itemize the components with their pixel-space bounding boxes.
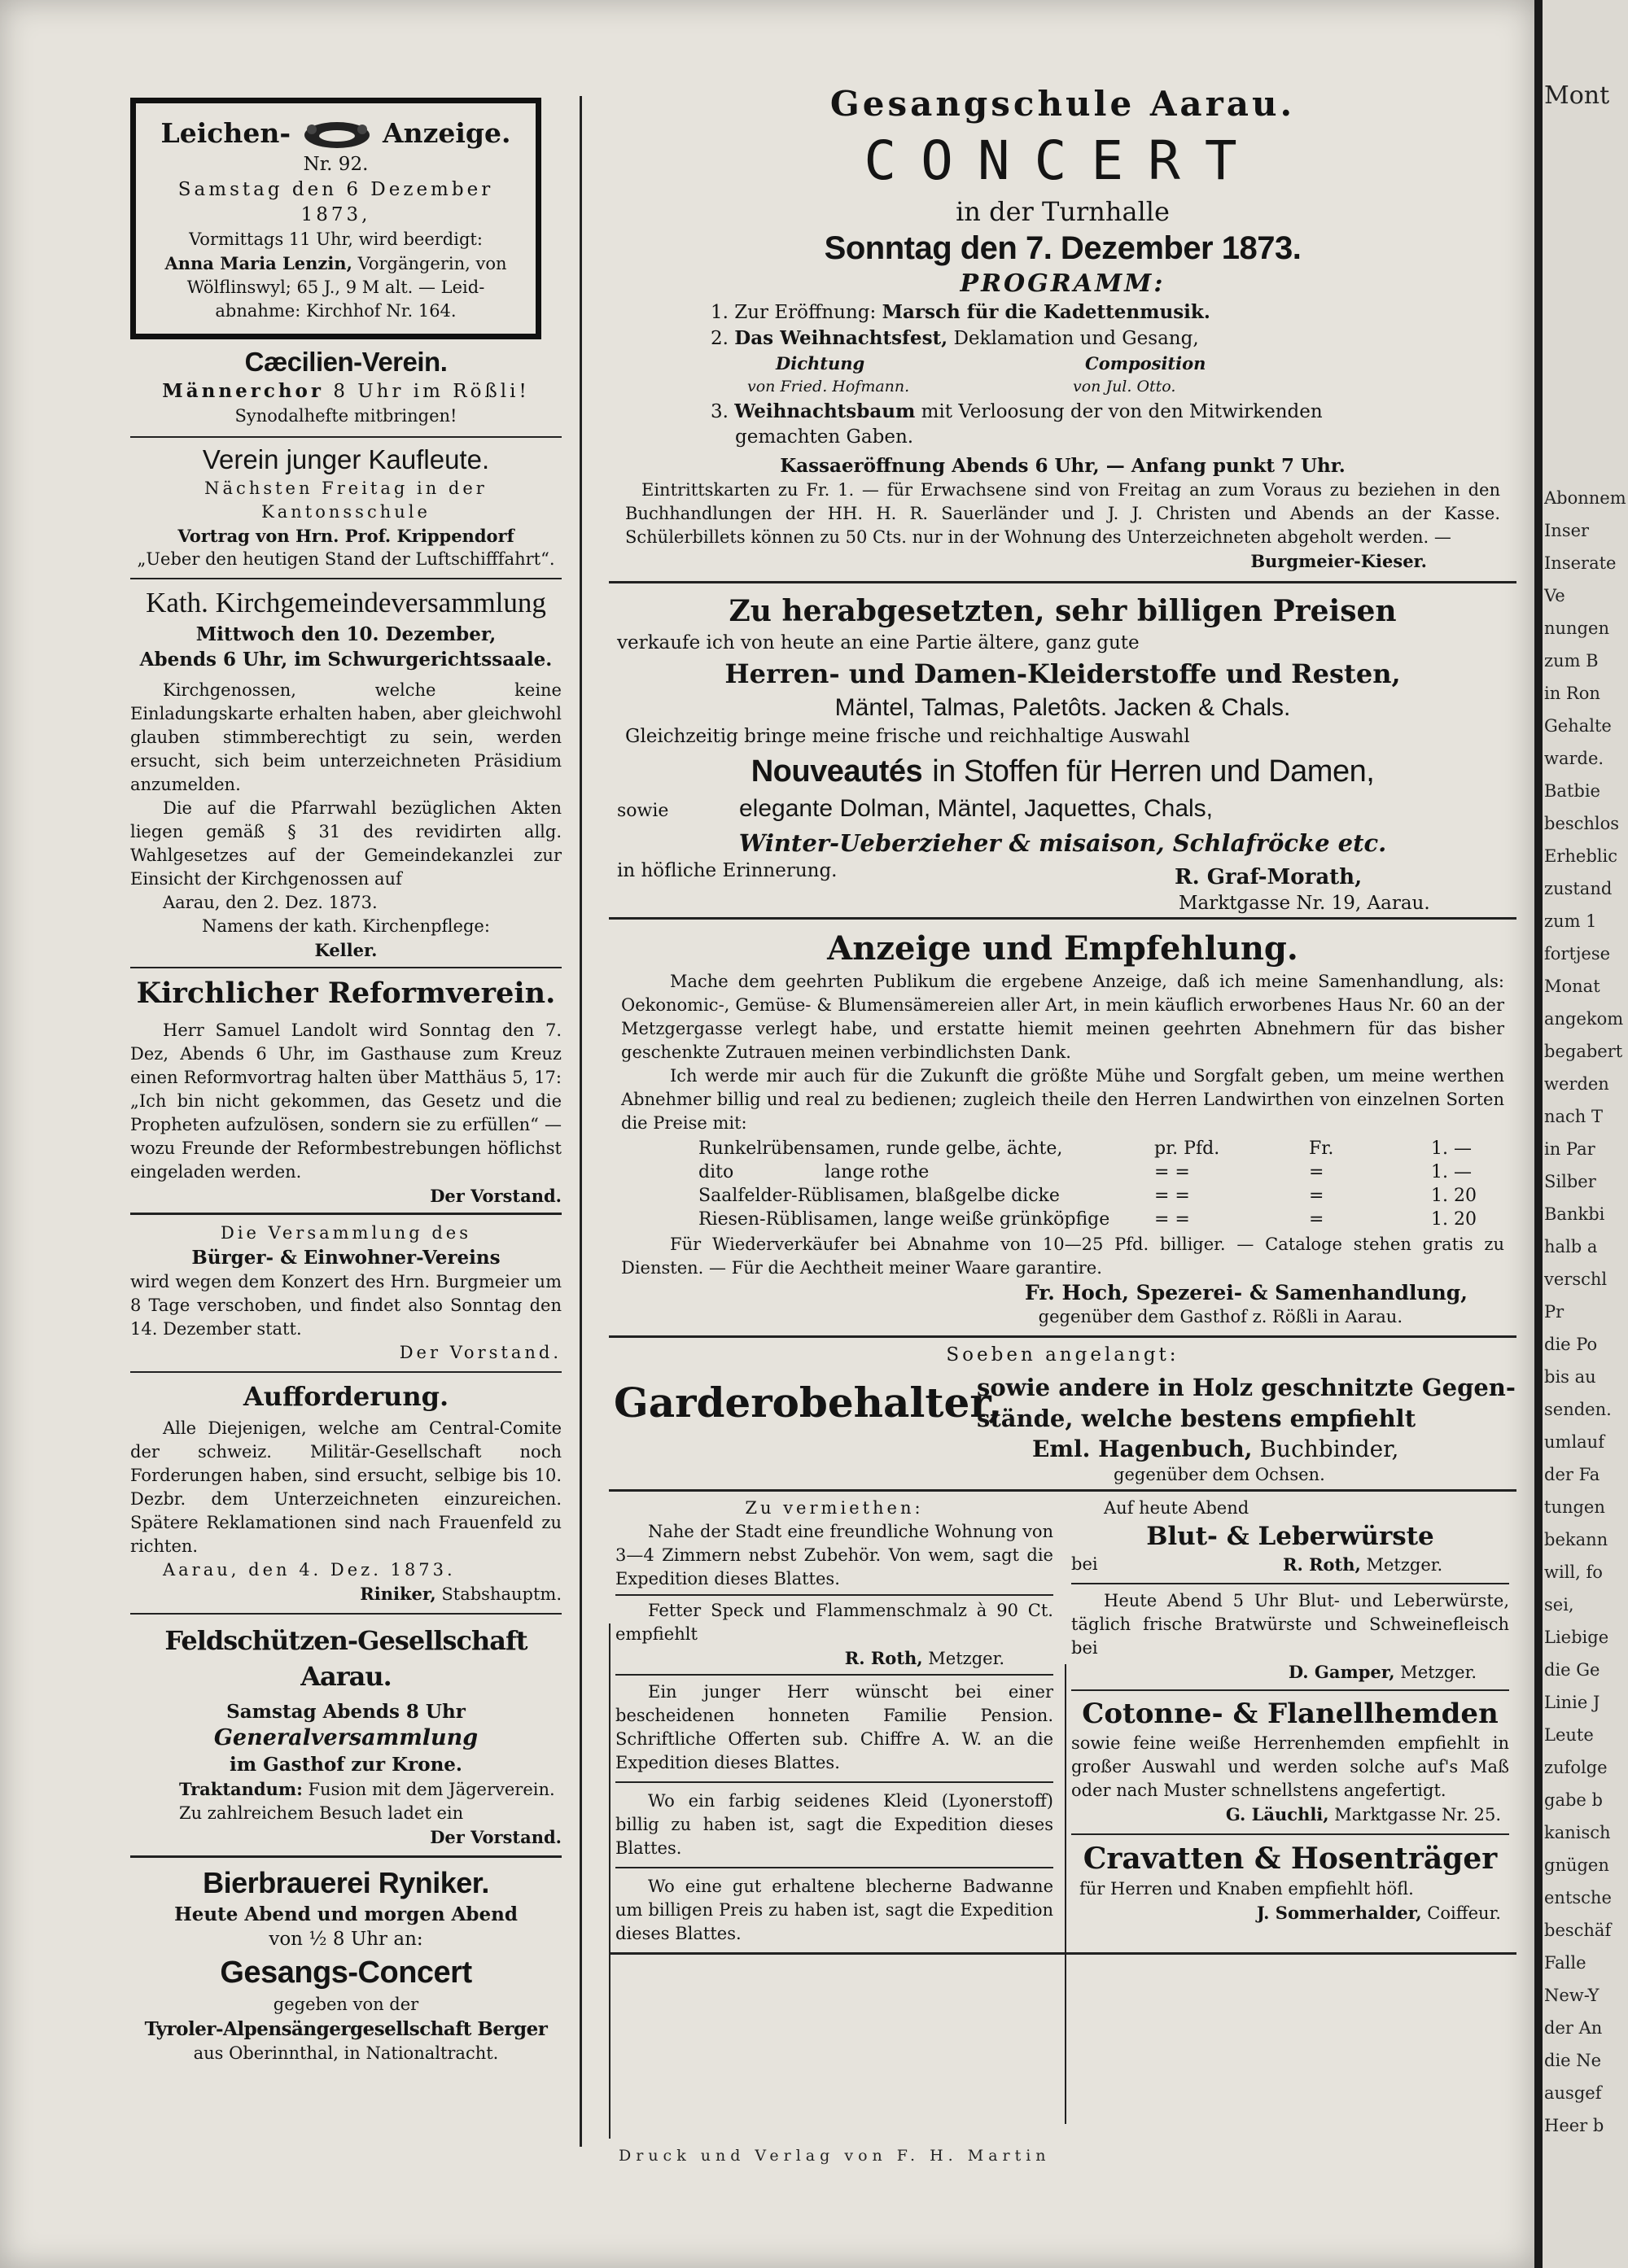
ad-title: Kath. Kirchgemeindeversammlung <box>146 587 546 618</box>
ad-signature <box>1071 1803 1509 1827</box>
funeral-line: abnahme: Kirchhof Nr. 164. <box>215 301 457 321</box>
ad-line: sowie andere in Holz geschnitzte Gegen- <box>977 1374 1516 1401</box>
ad-text: 2. <box>711 328 729 349</box>
program-item: gemachten Gaben. <box>735 426 914 448</box>
ad-title: Anzeige und Empfehlung. <box>827 929 1298 968</box>
price-cell-price: 1. 20 <box>1431 1209 1477 1230</box>
program-credits <box>609 352 1516 375</box>
ad-text: Deklamation und Gesang, <box>953 328 1199 349</box>
adjacent-page-line: entsche <box>1544 1888 1612 1907</box>
divider <box>1071 1689 1509 1691</box>
program-heading: PROGRAMM: <box>960 269 1166 298</box>
adjacent-page-line: Falle <box>1544 1953 1586 1973</box>
concert-ad <box>609 81 1516 573</box>
gamper-ad <box>1071 1589 1509 1685</box>
ad-bold: G. Läuchli, <box>1225 1804 1329 1824</box>
funeral-title-part: Leichen- <box>160 117 291 149</box>
ad-title: Zu vermiethen: <box>745 1498 924 1518</box>
ad-address: gegenüber dem Gasthof z. Rößli in Aarau. <box>1038 1307 1403 1326</box>
ad-bold: Weihnachtsbaum <box>734 400 916 422</box>
ad-title: Cravatten & Hosenträger <box>1083 1842 1498 1876</box>
adjacent-page-line: tungen <box>1544 1497 1605 1517</box>
adjacent-page-line: angekom <box>1544 1009 1624 1029</box>
adjacent-page-line: begabert <box>1544 1042 1623 1061</box>
adjacent-page-line: Liebige <box>1544 1628 1609 1647</box>
ad-bold: Eml. Hagenbuch, <box>1032 1436 1253 1462</box>
adjacent-page-line: die Ge <box>1544 1660 1600 1680</box>
ad-line: Mittwoch den 10. Dezember, <box>195 623 497 645</box>
price-cell-price: 1. 20 <box>1431 1186 1477 1206</box>
ad-line: Auf heute Abend <box>1104 1498 1249 1518</box>
adjacent-page-line: zum B <box>1544 651 1599 671</box>
divider <box>615 1867 1053 1868</box>
price-row <box>698 1137 1516 1160</box>
ad-line <box>130 378 562 404</box>
price-cell-name: Runkelrübensamen, runde gelbe, ächte, <box>698 1138 1063 1159</box>
ad-text: 1. Zur Eröffnung: <box>711 302 877 323</box>
ad-paragraph: Für Wiederverkäufer bei Abnahme von 10—25 Pfd. billiger. — Cataloge stehen gratis zu Diensten. — Für die Aechtheit meiner Waare garantire. <box>621 1235 1504 1278</box>
program-credits <box>609 375 1516 399</box>
adjacent-page-line: Inserate <box>1544 553 1617 573</box>
ad-line: Die Versammlung des <box>220 1223 471 1243</box>
adjacent-page-line: Batbie <box>1544 781 1600 801</box>
deceased-name: Anna Maria Lenzin, <box>164 253 352 273</box>
concert-title: CONCERT <box>864 129 1262 192</box>
adjacent-page-line: werden <box>1544 1074 1609 1094</box>
ad-bold: Marsch für die Kadettenmusik. <box>882 301 1210 323</box>
hagenbuch-ad <box>609 1343 1516 1484</box>
ad-line <box>609 793 1516 828</box>
ad-text: Composition <box>1085 353 1206 374</box>
ad-line: stände, welche bestens empfiehlt <box>977 1405 1416 1432</box>
ad-paragraph: Herr Samuel Landolt wird Sonntag den 7. Dez, Abends 6 Uhr, im Gasthause zum Kreuz einen Reformvortrag halten über Matthäus 5, 17: „Ich bin nicht gekommen, das Gesetz und die Propheten aufzulösen, sondern sie zu erfüllen“ — wozu Freunde der Reformbestrebungen höflichst eingeladen werden. <box>130 1020 562 1182</box>
feldschuetzen-ad <box>130 1623 562 1849</box>
ad-bold: J. Sommerhalder, <box>1256 1903 1422 1923</box>
ad-title: Zu herabgesetzten, sehr billigen Preisen <box>729 594 1397 628</box>
ad-signature: Burgmeier-Kieser. <box>1250 551 1427 571</box>
ad-line: Herren- und Damen-Kleiderstoffe und Resten, <box>724 658 1401 689</box>
adjacent-page-line: gabe b <box>1544 1790 1603 1810</box>
ad-paragraph: sowie feine weiße Herrenhemden empfiehlt in großer Auswahl und werden solche auf's Maß oder nach Muster schnellstens angefertigt. <box>1071 1733 1509 1800</box>
ad-line <box>1071 1553 1509 1576</box>
funeral-line: Wölflinswyl; 65 J., 9 M alt. — Leid- <box>186 277 485 297</box>
adjacent-page-line: verschl <box>1544 1269 1608 1289</box>
divider <box>609 1335 1516 1338</box>
ad-text: Stabshauptm. <box>441 1584 562 1604</box>
divider <box>609 1489 1516 1492</box>
ad-text: elegante Dolman, Mäntel, Jaquettes, Chals, <box>739 795 1213 822</box>
ad-title: Garderobehalter, <box>614 1379 1003 1427</box>
ad-signature: Der Vorstand. <box>430 1186 562 1206</box>
ad-paragraph: Eintrittskarten zu Fr. 1. — für Erwachsene sind von Freitag an zum Voraus zu beziehen in den Buchhandlungen der HH. H. R. Sauerländer und J. J. Christen und Abends an der Kasse. Schülerbillets können zu 50 Cts. nur in der Wohnung des Unterzeichneten abgeholt werden. — <box>625 480 1500 547</box>
small-ads-left <box>609 1497 1058 1946</box>
ad-footer <box>609 859 1516 914</box>
small-ads-right <box>1058 1497 1514 1946</box>
divider <box>615 1781 1053 1783</box>
ad-address: gegenüber dem Ochsen. <box>1114 1465 1325 1484</box>
funeral-text: Vorgängerin, von <box>357 254 507 273</box>
sommerhalder-ad <box>1071 1840 1509 1925</box>
ad-line: Gesangs-Concert <box>220 1956 472 1990</box>
adjacent-page-line: bis au <box>1544 1367 1596 1387</box>
kath-kirchgemeinde-ad <box>130 584 562 962</box>
ad-line: Soeben angelangt: <box>946 1344 1179 1366</box>
adjacent-page-line: Linie J <box>1544 1693 1600 1712</box>
kaufleute-ad <box>130 443 562 571</box>
ad-bold: R. Roth, <box>1283 1554 1361 1575</box>
funeral-line: Vormittags 11 Uhr, wird beerdigt: <box>189 229 483 249</box>
adjacent-page-line: beschäf <box>1544 1921 1612 1940</box>
ad-bold: Das Weihnachtsfest, <box>734 327 948 349</box>
ad-text: sowie <box>617 801 669 821</box>
divider <box>130 436 562 438</box>
funeral-line: Samstag den 6 Dezember 1873, <box>177 179 494 225</box>
adjacent-page-line: senden. <box>1544 1400 1612 1419</box>
divider <box>615 1674 1053 1676</box>
adjacent-page-line: umlauf <box>1544 1432 1604 1452</box>
ad-bold: Nouveautés <box>751 754 923 789</box>
adjacent-page-header: Mont <box>1544 81 1610 110</box>
ad-line: Tyroler-Alpensängergesellschaft Berger <box>144 2018 548 2040</box>
ad-text: Fusion mit dem Jägerverein. <box>308 1780 555 1799</box>
ad-paragraph: Die auf die Pfarrwahl bezüglichen Akten liegen gemäß § 31 des revidirten allg. Wahlgesetzes auf der Gemeindekanzlei zur Einsicht der Kirchgenossen auf <box>130 798 562 889</box>
aufforderung-ad <box>130 1379 562 1606</box>
ad-line: aus Oberinnthal, in Nationaltracht. <box>193 2043 499 2063</box>
funeral-line <box>149 251 523 276</box>
adjacent-page-line: Heer b <box>1544 2116 1604 2135</box>
ad-text: Metzger. <box>1400 1663 1477 1682</box>
price-cell-unit: = = <box>1154 1209 1190 1230</box>
ad-bold: Männerchor <box>162 380 325 402</box>
adjacent-page-line: Monat <box>1544 977 1600 996</box>
adjacent-page-line: gnügen <box>1544 1855 1609 1875</box>
ad-line: Heute Abend und morgen Abend <box>174 1903 518 1925</box>
reformverein-ad <box>130 975 562 1208</box>
price-table <box>609 1137 1516 1231</box>
ad-text: Metzger. <box>1366 1555 1443 1575</box>
ad-text: Metzger. <box>928 1649 1004 1668</box>
ad-date: Aarau, den 2. Dez. 1873. <box>163 893 378 912</box>
price-cell-name: dito lange rothe <box>698 1162 930 1182</box>
wreath-icon <box>300 118 374 152</box>
right-column <box>609 81 1516 1955</box>
adjacent-page-line: die Ne <box>1544 2051 1602 2070</box>
ad-title: Feldschützen-Gesellschaft Aarau. <box>164 1625 527 1692</box>
funeral-title <box>149 115 523 152</box>
graf-morath-ad <box>609 592 1516 914</box>
adjacent-page-line: Gehalte <box>1544 716 1612 736</box>
ad-title: Kirchlicher Reformverein. <box>136 977 556 1010</box>
divider <box>609 1952 1516 1955</box>
program-item <box>609 399 1516 425</box>
ad-bold: R. Roth, <box>844 1648 923 1668</box>
ad-paragraph: Wo ein farbig seidenes Kleid (Lyonerstoff) billig zu haben ist, sagt die Expedition dieses Blattes. <box>615 1791 1053 1858</box>
adjacent-page-line: nach T <box>1544 1107 1604 1126</box>
ad-line: Vortrag von Hrn. Prof. Krippendorf <box>177 526 514 546</box>
brauerei-ad <box>130 1864 562 2065</box>
price-cell-cur: = <box>1309 1209 1324 1230</box>
price-cell-price: 1. — <box>1431 1162 1472 1182</box>
ad-paragraph: Mache dem geehrten Publikum die ergebene Anzeige, daß ich meine Samenhandlung, als: Oekonomic-, Gemüse- & Blumensämereien aller Art, in mein käuflich erworbenes Haus Nr. 60 an der Metzgergasse verlegt habe, und erstatte hiemit meinen geehrten Abnehmern für das bisher geschenkte Zutrauen meinen verbindlichsten Dank. <box>621 972 1504 1062</box>
ad-line: Zu zahlreichem Besuch ladet ein <box>179 1803 464 1823</box>
left-column <box>130 98 578 2065</box>
adjacent-page-edge <box>1543 0 1628 2268</box>
ad-text: Coiffeur. <box>1427 1903 1501 1923</box>
ad-signature <box>1071 1660 1509 1685</box>
ad-line: Winter-Ueberzieher & misaison, Schlafröcke etc. <box>738 829 1387 857</box>
caecilien-verein-ad <box>130 346 562 428</box>
price-cell-name: Saalfelder-Rüblisamen, blaßgelbe dicke <box>698 1186 1060 1206</box>
ad-line: verkaufe ich von heute an eine Partie ältere, ganz gute <box>617 632 1140 653</box>
ad-text: 3. <box>711 401 729 422</box>
price-row <box>698 1184 1516 1208</box>
adjacent-page-line: will, fo <box>1544 1562 1603 1582</box>
ad-paragraph: wird wegen dem Konzert des Hrn. Burgmeier um 8 Tage verschoben, und findet also Sonntag den 14. Dezember statt. <box>130 1272 562 1339</box>
concert-date: Sonntag den 7. Dezember 1873. <box>824 230 1302 266</box>
price-cell-cur: = <box>1309 1162 1324 1182</box>
adjacent-page-line: Pr <box>1544 1302 1565 1322</box>
wohnung-ad <box>615 1497 1053 1591</box>
adjacent-page-line: Bankbi <box>1544 1204 1605 1224</box>
adjacent-page-line: Erheblic <box>1544 846 1617 866</box>
price-cell-unit: = = <box>1154 1162 1190 1182</box>
laeuchli-ad <box>1071 1696 1509 1827</box>
adjacent-page-line: ausgef <box>1544 2083 1602 2103</box>
ad-date: Aarau, den 4. Dez. 1873. <box>163 1560 456 1580</box>
ad-signature: Der Vorstand. <box>399 1343 562 1362</box>
adjacent-page-line: kanisch <box>1544 1823 1611 1842</box>
ad-line: Mäntel, Talmas, Paletôts. Jacken & Chals. <box>834 694 1291 721</box>
ad-text: in höfliche Erinnerung. <box>617 860 838 881</box>
hoch-ad <box>609 928 1516 1329</box>
ad-line <box>609 749 1516 793</box>
ad-line: Synodalhefte mitbringen! <box>234 406 457 426</box>
divider <box>609 581 1516 583</box>
concert-school: Gesangschule Aarau. <box>829 84 1296 124</box>
ad-bold: D. Gamper, <box>1288 1662 1395 1682</box>
ad-signature <box>130 1582 562 1606</box>
adjacent-page-line: warde. <box>1544 749 1604 768</box>
adjacent-page-line: der Fa <box>1544 1465 1600 1484</box>
ad-line <box>130 1777 562 1802</box>
ad-text: von Jul. Otto. <box>1073 378 1176 395</box>
ad-paragraph: Ein junger Herr wünscht bei einer bescheidenen honneten Familie Pension. Schriftliche Offerten sub. Chiffre A. W. an die Expedition dieses Blattes. <box>615 1682 1053 1772</box>
ad-signature: Namens der kath. Kirchenpflege: <box>202 916 490 936</box>
adjacent-page-line: sei, <box>1544 1595 1574 1615</box>
price-cell-price: 1. — <box>1431 1138 1472 1159</box>
adjacent-page-line: Leute <box>1544 1725 1594 1745</box>
divider <box>1071 1583 1509 1584</box>
divider <box>130 967 562 968</box>
ad-text: von Fried. Hofmann. <box>747 378 910 395</box>
price-cell-unit: pr. Pfd. <box>1154 1138 1220 1159</box>
ad-paragraph: Heute Abend 5 Uhr Blut- und Leberwürste, täglich frische Bratwürste und Schweinefleisch bei <box>1071 1591 1509 1658</box>
funeral-number: Nr. 92. <box>303 154 369 175</box>
funeral-notice <box>130 98 541 339</box>
badwanne-ad <box>615 1875 1053 1946</box>
ad-text: Buchbinder, <box>1259 1436 1399 1462</box>
funeral-title-part: Anzeige. <box>383 117 511 149</box>
ad-signature: R. Graf-Morath, <box>1175 865 1363 889</box>
adjacent-page-line: der An <box>1544 2018 1603 2038</box>
divider <box>130 1371 562 1373</box>
adjacent-page-line: fortjese <box>1544 944 1611 964</box>
adjacent-page-line: in Par <box>1544 1139 1595 1159</box>
ad-text: in Stoffen für Herren und Damen, <box>932 754 1375 789</box>
ad-title: Bürger- & Einwohner-Vereins <box>191 1247 501 1269</box>
adjacent-page-line: Abonnem <box>1544 488 1626 508</box>
ad-line: für Herren und Knaben empfiehlt höfl. <box>1079 1879 1414 1899</box>
adjacent-page-line: Inser <box>1544 521 1590 540</box>
ad-line: von ½ 8 Uhr an: <box>269 1929 423 1950</box>
ad-paragraph: Kirchgenossen, welche keine Einladungskarte erhalten haben, aber gleichwohl glauben stimmberechtigt zu sein, werden ersucht, sich beim unterzeichneten Präsidium anzumelden. <box>130 680 562 794</box>
column-divider <box>580 96 582 2147</box>
ad-text: Dichtung <box>776 353 865 374</box>
ad-title: Cæcilien-Verein. <box>244 347 448 377</box>
adjacent-page-line: bekann <box>1544 1530 1608 1549</box>
roth-ad <box>1071 1497 1509 1576</box>
ad-signature <box>1071 1901 1509 1925</box>
speck-ad <box>615 1599 1053 1671</box>
ad-text: Marktgasse Nr. 25. <box>1334 1805 1501 1824</box>
ad-line: Generalversammlung <box>213 1725 479 1750</box>
concert-kasse: Kassaeröffnung Abends 6 Uhr, — Anfang punkt 7 Uhr. <box>780 455 1346 477</box>
ad-title: Aufforderung. <box>243 1381 449 1412</box>
ad-text: mit Verloosung der von den Mitwirkenden <box>921 401 1323 422</box>
price-row <box>698 1160 1516 1184</box>
ad-line: Abends 6 Uhr, im Schwurgerichtssaale. <box>139 649 553 671</box>
buerger-verein-ad <box>130 1221 562 1365</box>
adjacent-page-line: beschlos <box>1544 814 1620 833</box>
ad-title: Bierbrauerei Ryniker. <box>203 1866 489 1899</box>
divider <box>615 1594 1053 1596</box>
ad-title: Blut- & Leberwürste <box>1146 1522 1434 1551</box>
adjacent-page-line: New-Y <box>1544 1986 1600 2005</box>
ad-signature <box>1032 1436 1398 1463</box>
ad-line: „Ueber den heutigen Stand der Luftschifffahrt“. <box>137 549 555 569</box>
ad-paragraph: Ich werde mir auch für die Zukunft die größte Mühe und Sorgfalt geben, um meine werthen Abnehmer billig und real zu bedienen; zugleich theile den Herren Landwirthen von einzelnen Sorten die Preise mit: <box>621 1066 1504 1133</box>
ad-bold: Riniker, <box>360 1584 436 1604</box>
ad-line: Gleichzeitig bringe meine frische und reichhaltige Auswahl <box>625 726 1190 747</box>
divider <box>130 578 562 579</box>
divider <box>609 917 1516 920</box>
adjacent-page-line: Silber <box>1544 1172 1596 1191</box>
ad-title: Cotonne- & Flanellhemden <box>1082 1698 1499 1730</box>
price-cell-unit: = = <box>1154 1186 1190 1206</box>
adjacent-page-line: zufolge <box>1544 1758 1608 1777</box>
kleid-ad <box>615 1789 1053 1860</box>
ad-text: 8 Uhr im Rößli! <box>333 381 530 402</box>
adjacent-page-line: in Ron <box>1544 684 1600 703</box>
program-item <box>609 326 1516 352</box>
ad-signature: Der Vorstand. <box>430 1827 562 1847</box>
ad-paragraph: Alle Diejenigen, welche am Central-Comite der schweiz. Militär-Gesellschaft noch Forderungen haben, sind ersucht, selbige bis 10. Dezbr. dem Unterzeichneten einzureichen. Spätere Reklamationen sind nach Frauenfeld zu richten. <box>130 1418 562 1556</box>
price-cell-cur: Fr. <box>1309 1138 1334 1159</box>
ad-signature: Keller. <box>314 940 378 960</box>
ad-line: Samstag Abends 8 Uhr <box>226 1701 466 1723</box>
ad-paragraph: Fetter Speck und Flammenschmalz à 90 Ct. empfiehlt <box>615 1601 1053 1644</box>
divider <box>1071 1833 1509 1835</box>
price-row <box>698 1208 1516 1231</box>
ad-signature <box>615 1646 1053 1671</box>
divider <box>130 1213 562 1215</box>
ad-title: Verein junger Kaufleute. <box>202 444 490 474</box>
ad-text: bei <box>1071 1554 1098 1574</box>
concert-place: in der Turnhalle <box>956 196 1170 227</box>
ad-bold: Traktandum: <box>179 1779 303 1799</box>
adjacent-page-line: zum 1 <box>1544 911 1597 931</box>
divider <box>130 1855 562 1858</box>
adjacent-page-line: nungen <box>1544 618 1609 638</box>
ad-paragraph: Nahe der Stadt eine freundliche Wohnung von 3—4 Zimmern nebst Zubehör. Von wem, sagt die Expedition dieses Blattes. <box>615 1522 1053 1588</box>
price-cell-cur: = <box>1309 1186 1324 1206</box>
adjacent-page-line: halb a <box>1544 1237 1598 1256</box>
ad-line: im Gasthof zur Krone. <box>230 1754 462 1776</box>
ad-address: Marktgasse Nr. 19, Aarau. <box>1179 893 1430 914</box>
small-ads-grid <box>609 1497 1516 1946</box>
adjacent-page-line: die Po <box>1544 1335 1598 1354</box>
ad-signature: Fr. Hoch, Spezerei- & Samenhandlung, <box>1024 1281 1468 1304</box>
adjacent-page-line: Ve <box>1544 586 1565 605</box>
adjacent-page-line: zustand <box>1544 879 1613 898</box>
ad-paragraph: Wo eine gut erhaltene blecherne Badwanne um billigen Preis zu haben ist, sagt die Expedition dieses Blattes. <box>615 1877 1053 1943</box>
program-item <box>609 299 1516 326</box>
printer-imprint: Druck und Verlag von F. H. Martin <box>619 2147 1051 2165</box>
divider <box>130 1613 562 1615</box>
ad-line: gegeben von der <box>273 1995 419 2014</box>
pension-ad <box>615 1680 1053 1775</box>
price-cell-name: Riesen-Rüblisamen, lange weiße grünköpfige <box>698 1209 1110 1230</box>
ad-line: Nächsten Freitag in der Kantonsschule <box>204 479 488 522</box>
